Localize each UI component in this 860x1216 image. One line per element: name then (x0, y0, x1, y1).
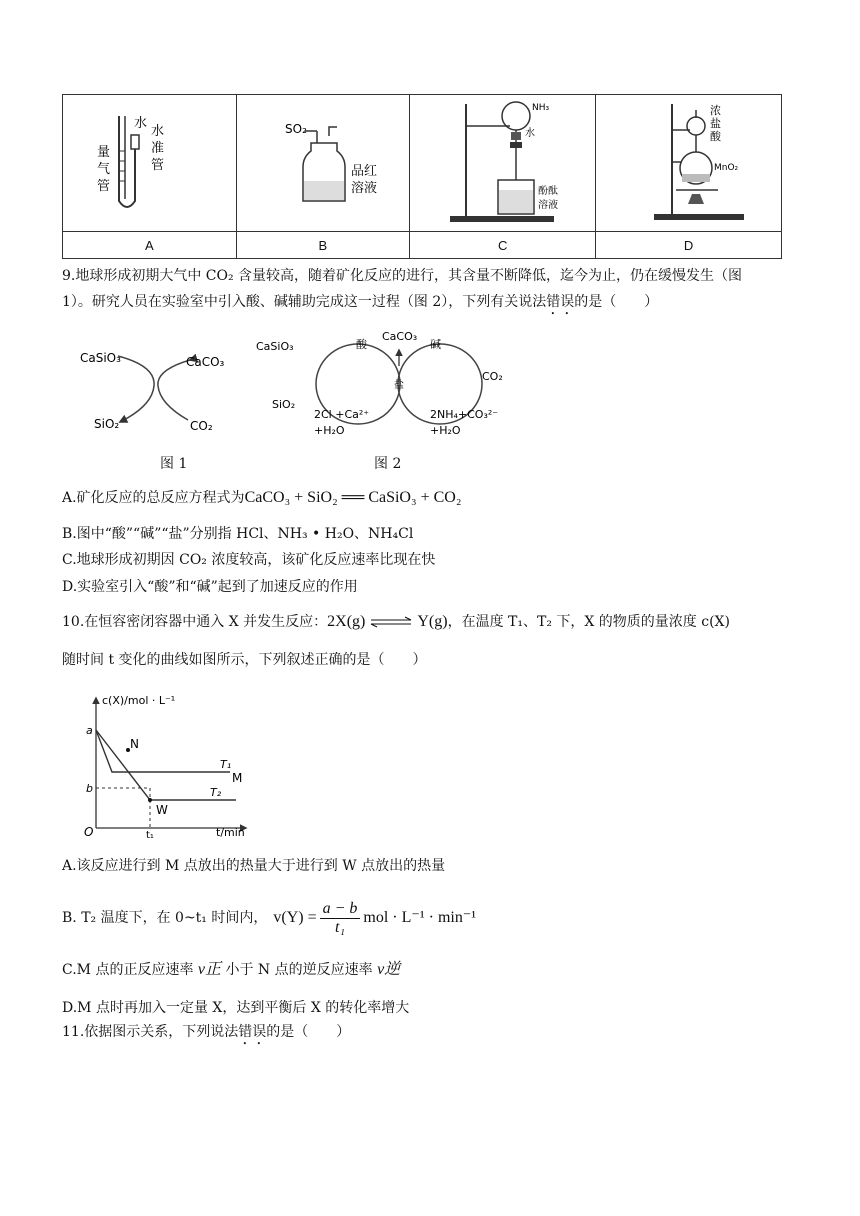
q10-option-b-text: B. T₂ 温度下，在 0~t₁ 时间内， (62, 910, 268, 926)
equilibrium-arrow-icon (369, 616, 413, 628)
figure-2-caption: 图 2 (374, 456, 402, 472)
graph-b: b (86, 782, 93, 795)
q10-option-d: D.M 点时再加入一定量 X，达到平衡后 X 的转化率增大 (62, 1000, 410, 1016)
apparatus-a-cell (63, 95, 237, 232)
apparatus-b-cell (236, 95, 410, 232)
label-water: 水 (134, 116, 148, 131)
label-guan: 管 (97, 179, 111, 194)
q10-stem-line1 (62, 612, 730, 632)
label-zhun3: 管 (151, 158, 165, 173)
fig1-co2: CO₂ (190, 419, 213, 433)
q9-stem-line1: 9.地球形成初期大气中 CO₂ 含量较高，随着矿化反应的进行，其含量不断降低，迄今为止，仍在缓慢发生（图 (62, 268, 743, 284)
q11-emphasis: 错误 (238, 1024, 267, 1040)
q9-option-d: D.实验室引入“酸”和“碱”起到了加速反应的作用 (62, 579, 358, 595)
label-rongye: 溶液 (350, 181, 377, 196)
fraction-denominator: t₁ (335, 918, 346, 936)
label-mno2: MnO₂ (713, 163, 738, 173)
v-forward: v正 (197, 961, 222, 978)
q9-stem-text: 1）。研究人员在实验室中引入酸、碱辅助完成这一过程（图 2），下列有关说法 (62, 294, 547, 310)
gas-washing-bottle-diagram (253, 101, 393, 221)
label-zhun2: 准 (151, 141, 165, 156)
q10-option-c-text: C.M 点的正反应速率 (62, 962, 194, 978)
graph-xlabel: t/min (216, 826, 245, 839)
label-water-c: 水 (524, 128, 535, 139)
graph-t1: t₁ (146, 830, 154, 840)
q11-bracket: 的是（ ） (266, 1024, 351, 1040)
q10-stem-conditions: ，在温度 T₁、T₂ 下，X 的物质的量浓度 c(X) (447, 614, 730, 630)
figure-1-caption: 图 1 (160, 456, 188, 472)
label-nong: 浓 (709, 104, 721, 117)
q10-stem-line2: 随时间 t 变化的曲线如图所示，下列叙述正确的是（ ） (62, 652, 427, 668)
label-d: D (596, 232, 782, 259)
q10-option-a: A.该反应进行到 M 点放出的热量大于进行到 W 点放出的热量 (62, 858, 446, 874)
q10-option-c (62, 960, 400, 980)
label-fenzhi: 酚酞 (537, 186, 558, 197)
graph-origin: O (84, 825, 94, 839)
q9-option-a-equation: CaCO₃ + SiO₂ ══ CaSiO₃ + CO₂ (244, 489, 462, 506)
fig2-salt: 盐 (394, 380, 404, 391)
chlorine-generator-diagram (614, 96, 764, 226)
label-suan: 酸 (709, 130, 721, 143)
fig2-right-products: 2NH₄+CO₃²⁻ (430, 408, 499, 421)
fig2-right-water: +H₂O (430, 424, 461, 437)
q9-option-b: B.图中“酸”“碱”“盐”分别指 HCl、NH₃ • H₂O、NH₄Cl (62, 526, 414, 542)
q10-stem-text: 10.在恒容密闭容器中通入 X 并发生反应： (62, 614, 328, 630)
graph-t1-curve-label: T₁ (220, 758, 232, 771)
graph-point-w-label: W (156, 803, 168, 817)
fig2-left-water: +H₂O (314, 424, 345, 437)
graph-point-m-label: M (232, 771, 243, 785)
label-rongye-c: 溶液 (537, 200, 558, 211)
graph-t2-curve-label: T₂ (210, 786, 222, 799)
label-b: B (236, 232, 410, 259)
figure-2-cycle (254, 326, 524, 444)
fig2-caco3: CaCO₃ (382, 330, 418, 343)
label-liang: 量 (97, 145, 111, 160)
fig1-casio3: CaSiO₃ (80, 351, 121, 365)
v-reverse: v逆 (377, 961, 401, 978)
label-yan: 盐 (709, 117, 721, 130)
fig2-co2: CO₂ (482, 370, 503, 383)
fig1-caco3: CaCO₃ (186, 355, 225, 369)
graph-ylabel: c(X)/mol · L⁻¹ (102, 694, 176, 707)
q9-bracket: 的是（ ） (574, 294, 659, 310)
q10-option-b (62, 896, 476, 940)
graph-point-n-label: N (130, 737, 139, 751)
fig2-acid: 酸 (356, 338, 367, 351)
gas-burette-diagram (79, 101, 219, 221)
q10-option-b-fraction (320, 900, 361, 937)
q10-option-b-lhs: v(Y) = (273, 909, 317, 926)
q10-option-c-mid: 小于 N 点的逆反应速率 (225, 962, 373, 978)
q10-option-b-unit: mol · L⁻¹ · min⁻¹ (363, 909, 477, 926)
fraction-numerator: a − b (320, 900, 361, 919)
label-c: C (410, 232, 596, 259)
label-pinhong: 品红 (350, 164, 377, 179)
q11-stem (62, 1022, 350, 1048)
apparatus-table (62, 94, 782, 259)
fountain-apparatus-diagram (428, 96, 578, 226)
fig2-left-products: 2Cl +Ca²⁺ (314, 408, 370, 421)
point-w (148, 798, 152, 802)
label-nh3: NH₃ (531, 103, 549, 113)
figure-1-cycle (72, 330, 242, 440)
q10-product: Y(g) (417, 613, 448, 630)
apparatus-c-cell (410, 95, 596, 232)
fig1-sio2: SiO₂ (94, 417, 120, 431)
fig2-base: 碱 (430, 338, 441, 351)
label-qi: 气 (97, 162, 111, 177)
fig2-sio2: SiO₂ (272, 398, 296, 411)
q9-option-c: C.地球形成初期因 CO₂ 浓度较高，该矿化反应速率比现在快 (62, 552, 436, 568)
label-zhun1: 水 (151, 124, 165, 139)
concentration-time-graph (80, 690, 260, 840)
q9-stem-line2 (62, 292, 658, 318)
q10-reactant: 2X(g) (327, 613, 366, 630)
q9-option-a-text: A.矿化反应的总反应方程式为 (62, 490, 245, 506)
graph-a: a (86, 724, 93, 737)
fig2-casio3: CaSiO₃ (256, 340, 294, 353)
q9-emphasis: 错误 (546, 294, 575, 310)
apparatus-d-cell (596, 95, 782, 232)
label-so2: SO₂ (284, 122, 307, 136)
q9-option-a (62, 488, 461, 508)
label-a: A (63, 232, 237, 259)
curve-t1 (96, 730, 230, 772)
q11-stem-text: 11.依据图示关系，下列说法 (62, 1024, 239, 1040)
